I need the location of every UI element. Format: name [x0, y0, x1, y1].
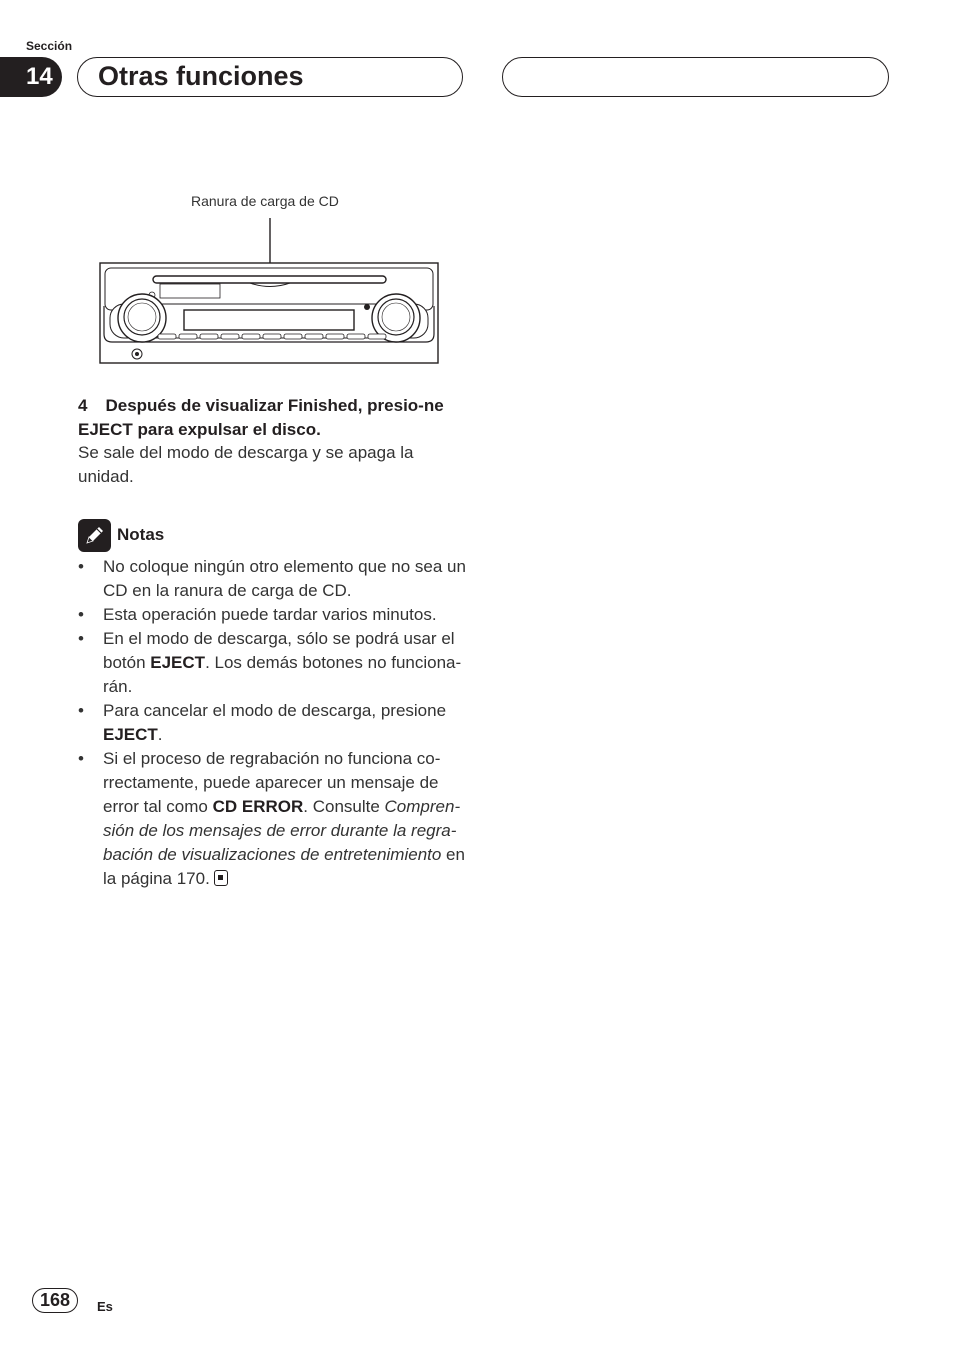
step-result: Se sale del modo de descarga y se apaga la unidad.	[78, 443, 414, 486]
notes-heading	[78, 518, 164, 552]
section-number: 14	[0, 57, 62, 97]
list-item: • Si el proceso de regrabación no funciona co-rrectamente, puede aparecer un mensaje de error tal como CD ERROR. Consulte Compren-sión de los mensajes de error durante la regra-bación de visualizaciones de entretenimiento en la página 170.	[78, 747, 468, 891]
notes-title: Notas	[117, 525, 165, 544]
figure-label: Ranura de carga de CD	[191, 193, 339, 209]
language-code: Es	[97, 1299, 113, 1314]
notes-list	[78, 555, 468, 891]
pencil-icon	[78, 519, 111, 552]
list-item: • Esta operación puede tardar varios minutos.	[78, 603, 468, 627]
button-row	[158, 334, 386, 339]
left-knob	[124, 299, 160, 335]
step-instruction	[78, 394, 468, 442]
right-knob	[378, 299, 414, 335]
cd-slot	[153, 276, 386, 283]
list-item: • Para cancelar el modo de descarga, presione EJECT.	[78, 699, 468, 747]
page-number: 168	[32, 1288, 78, 1313]
display-window	[184, 310, 354, 330]
end-of-section-icon	[214, 870, 228, 886]
section-label: Sección	[26, 39, 73, 53]
list-item: • No coloque ningún otro elemento que no sea un CD en la ranura de carga de CD.	[78, 555, 468, 603]
step-text: Después de visualizar Finished, presio-ne EJECT para expulsar el disco.	[78, 396, 444, 439]
list-item: • En el modo de descarga, sólo se podrá usar el botón EJECT. Los demás botones no funciona-rán.	[78, 627, 468, 699]
cd-player-illustration	[98, 214, 442, 366]
cross-reference: Compren-sión de los mensajes de error durante la regra-bación de visualizaciones de entretenimiento	[103, 797, 461, 864]
header-right-box	[502, 57, 889, 97]
page-title: Otras funciones	[77, 57, 463, 97]
step-number: 4	[78, 396, 88, 415]
